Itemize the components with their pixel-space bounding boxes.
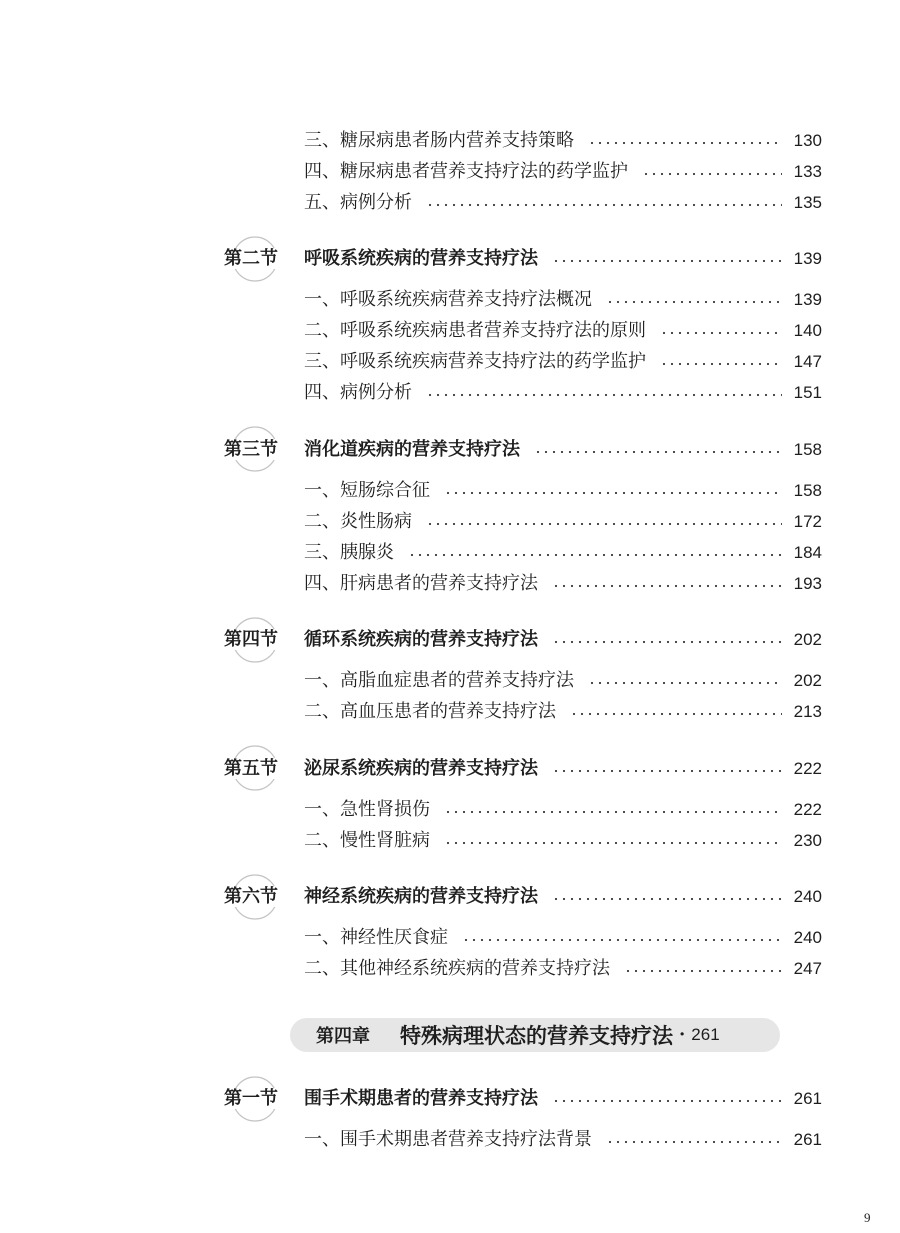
entry-page-number: 140 — [793, 321, 822, 340]
section-heading — [0, 881, 900, 912]
section-number: 第四节 — [224, 629, 278, 650]
entry-title: 五、病例分析 — [304, 191, 412, 213]
dot-leader — [662, 315, 782, 346]
entry-page-number: 230 — [793, 830, 822, 850]
toc-entry — [0, 156, 900, 187]
entry-page-number: 135 — [793, 192, 822, 212]
section-entries — [0, 665, 900, 727]
toc-entry — [0, 377, 900, 408]
entry-title: 一、围手术期患者营养支持疗法背景 — [304, 1129, 592, 1150]
chapter-separator: · — [679, 1024, 686, 1045]
dot-leader — [446, 794, 782, 825]
entry-page-number: 158 — [793, 480, 822, 500]
chapter-number: 第四章 — [316, 1025, 370, 1047]
section-page-number: 202 — [793, 630, 822, 649]
dot-leader — [608, 1124, 782, 1155]
entry-title: 二、呼吸系统疾病患者营养支持疗法的原则 — [304, 320, 646, 341]
section-title: 消化道疾病的营养支持疗法 — [304, 438, 520, 460]
continued-entries — [0, 125, 900, 218]
dot-leader — [536, 434, 782, 465]
entry-title: 三、糖尿病患者肠内营养支持策略 — [304, 129, 574, 151]
entry-page-number: 193 — [793, 573, 822, 593]
toc-section — [0, 243, 900, 408]
toc-entry — [0, 696, 900, 727]
entry-title: 二、慢性肾脏病 — [304, 829, 430, 851]
section-heading — [0, 243, 900, 274]
entry-page-number: 133 — [793, 161, 822, 181]
chapter-title: 特殊病理状态的营养支持疗法 — [400, 1023, 673, 1048]
section-number-wrap — [224, 881, 304, 912]
entry-page-number: 213 — [793, 702, 822, 721]
section-entries — [0, 475, 900, 599]
section-title: 循环系统疾病的营养支持疗法 — [304, 629, 538, 650]
toc-entry — [0, 187, 900, 218]
section-page-number: 139 — [793, 249, 822, 268]
entry-title: 四、病例分析 — [304, 382, 412, 403]
entry-page-number: 147 — [793, 352, 822, 371]
toc-entry — [0, 537, 900, 568]
dot-leader — [572, 696, 782, 727]
entry-title: 三、胰腺炎 — [304, 541, 394, 563]
section-number-wrap — [224, 1083, 304, 1114]
toc-entry — [0, 953, 900, 984]
section-heading — [0, 753, 900, 784]
entry-page-number: 240 — [793, 928, 822, 947]
page-number: 9 — [864, 1210, 871, 1225]
toc-entry — [0, 1124, 900, 1155]
dot-leader — [554, 1083, 782, 1114]
section-entries — [0, 1124, 900, 1155]
section-entries — [0, 794, 900, 856]
section-number: 第三节 — [224, 438, 278, 460]
section-heading — [0, 624, 900, 655]
section-number-wrap — [224, 243, 304, 274]
section-entries — [0, 284, 900, 408]
section-page-number: 222 — [793, 758, 822, 778]
dot-leader — [554, 243, 782, 274]
entry-title: 一、短肠综合征 — [304, 479, 430, 501]
toc-entry — [0, 346, 900, 377]
section-page-number: 261 — [793, 1089, 822, 1108]
entry-title: 三、呼吸系统疾病营养支持疗法的药学监护 — [304, 351, 646, 372]
section-number: 第五节 — [224, 757, 278, 779]
entry-title: 二、其他神经系统疾病的营养支持疗法 — [304, 958, 610, 979]
dot-leader — [662, 346, 782, 377]
dot-leader — [554, 881, 782, 912]
toc-section — [0, 434, 900, 599]
section-title: 围手术期患者的营养支持疗法 — [304, 1088, 538, 1109]
section-number-wrap — [224, 624, 304, 655]
toc-entry — [0, 506, 900, 537]
section-number-wrap — [224, 753, 304, 784]
dot-leader — [446, 825, 782, 856]
section-number-wrap — [224, 434, 304, 465]
entry-title: 一、神经性厌食症 — [304, 927, 448, 948]
chapter-banner — [290, 1018, 780, 1052]
section-entries — [0, 922, 900, 984]
entry-page-number: 261 — [793, 1130, 822, 1149]
dot-leader — [428, 187, 782, 218]
section-title: 泌尿系统疾病的营养支持疗法 — [304, 757, 538, 779]
dot-leader — [554, 624, 782, 655]
toc-section — [0, 753, 900, 856]
dot-leader — [554, 568, 782, 599]
section-heading — [0, 1083, 900, 1114]
table-of-contents — [0, 125, 900, 1156]
section-page-number: 240 — [793, 887, 822, 906]
section-number: 第六节 — [224, 886, 278, 907]
dot-leader — [446, 475, 782, 506]
toc-entry — [0, 665, 900, 696]
chapter-page-number: 261 — [691, 1024, 720, 1044]
dot-leader — [410, 537, 782, 568]
dot-leader — [608, 284, 782, 315]
dot-leader — [644, 156, 782, 187]
toc-entry — [0, 922, 900, 953]
toc-entry — [0, 825, 900, 856]
entry-page-number: 202 — [793, 671, 822, 690]
entry-title: 四、糖尿病患者营养支持疗法的药学监护 — [304, 160, 628, 182]
entry-page-number: 139 — [793, 290, 822, 309]
dot-leader — [428, 506, 782, 537]
toc-section — [0, 881, 900, 984]
toc-entry — [0, 475, 900, 506]
dot-leader — [590, 665, 782, 696]
dot-leader — [626, 953, 782, 984]
entry-title: 四、肝病患者的营养支持疗法 — [304, 572, 538, 594]
entry-page-number: 247 — [793, 959, 822, 978]
entry-page-number: 151 — [793, 383, 822, 402]
toc-entry — [0, 568, 900, 599]
toc-entry — [0, 284, 900, 315]
section-title: 神经系统疾病的营养支持疗法 — [304, 886, 538, 907]
section-number: 第二节 — [224, 248, 278, 269]
entry-title: 一、呼吸系统疾病营养支持疗法概况 — [304, 289, 592, 310]
entry-page-number: 172 — [793, 511, 822, 531]
toc-entry — [0, 315, 900, 346]
entry-title: 一、高脂血症患者的营养支持疗法 — [304, 670, 574, 691]
entry-title: 一、急性肾损伤 — [304, 798, 430, 820]
entry-page-number: 184 — [793, 542, 822, 562]
toc-section — [0, 624, 900, 727]
entry-page-number: 222 — [793, 799, 822, 819]
dot-leader — [428, 377, 782, 408]
section-page-number: 158 — [793, 439, 822, 459]
entry-title: 二、高血压患者的营养支持疗法 — [304, 701, 556, 722]
toc-entry — [0, 794, 900, 825]
section-title: 呼吸系统疾病的营养支持疗法 — [304, 248, 538, 269]
toc-section — [0, 1083, 900, 1155]
dot-leader — [554, 753, 782, 784]
entry-title: 二、炎性肠病 — [304, 510, 412, 532]
toc-entry — [0, 125, 900, 156]
dot-leader — [464, 922, 782, 953]
dot-leader — [590, 125, 782, 156]
entry-page-number: 130 — [793, 130, 822, 150]
section-number: 第一节 — [224, 1088, 278, 1109]
section-heading — [0, 434, 900, 465]
